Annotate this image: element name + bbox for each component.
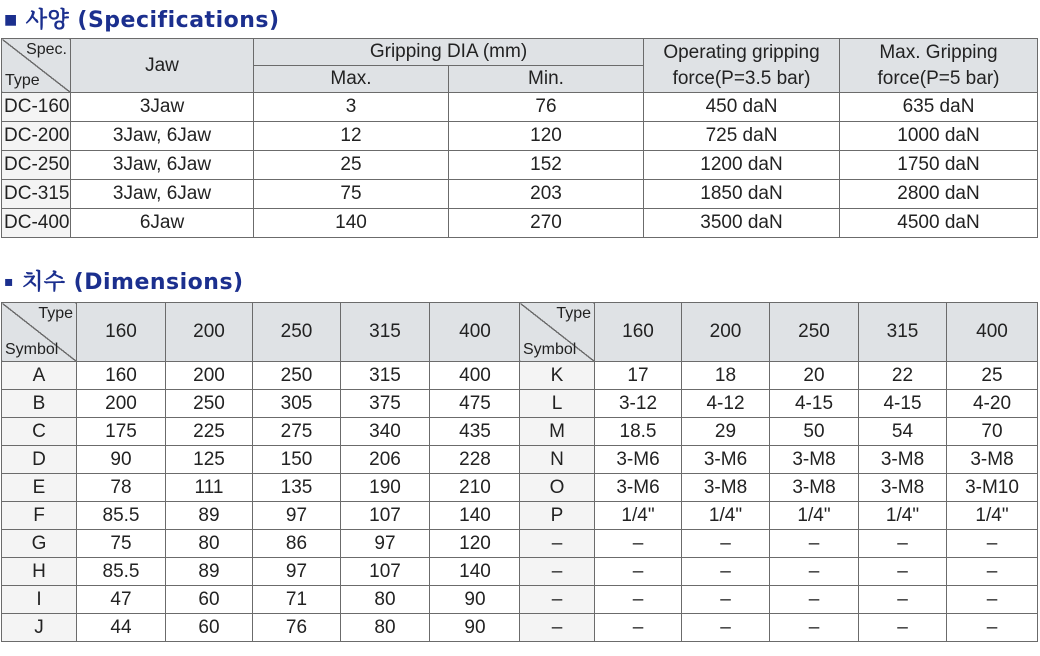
dim-value-cell: 1/4" bbox=[770, 502, 859, 530]
spec-table-row bbox=[2, 122, 1038, 151]
dim-value-cell: 17 bbox=[595, 362, 682, 390]
dim-right-table-row bbox=[520, 474, 1038, 502]
dim-symbol-cell: K bbox=[520, 362, 595, 390]
gripping-dia-header: Gripping DIA (mm) bbox=[254, 39, 644, 66]
specifications-table bbox=[1, 38, 1038, 238]
type-corner-label: Type bbox=[5, 72, 40, 89]
dim-value-cell: 250 bbox=[253, 362, 341, 390]
dim-value-cell: – bbox=[947, 558, 1038, 586]
dim-left-column-header: 400 bbox=[430, 303, 521, 362]
dim-value-cell: 54 bbox=[859, 418, 947, 446]
dim-value-cell: 120 bbox=[430, 530, 521, 558]
dim-value-cell: 97 bbox=[253, 558, 341, 586]
dim-value-cell: 1/4" bbox=[682, 502, 770, 530]
dim-value-cell: – bbox=[770, 530, 859, 558]
dim-value-cell: 3-M8 bbox=[682, 474, 770, 502]
dimensions-title-text: 치수 (Dimensions) bbox=[22, 270, 244, 295]
dim-left-column-header: 315 bbox=[341, 303, 430, 362]
spec-type-cell: DC-250 bbox=[2, 151, 71, 180]
dim-value-cell: 315 bbox=[341, 362, 430, 390]
spec-max-force-cell: 2800 daN bbox=[840, 180, 1038, 209]
dim-left-table-row bbox=[2, 418, 521, 446]
dim-left-table-row bbox=[2, 530, 521, 558]
dim-value-cell: 89 bbox=[166, 502, 253, 530]
dim-value-cell: 400 bbox=[430, 362, 521, 390]
dim-left-table-row bbox=[2, 502, 521, 530]
dim-value-cell: 29 bbox=[682, 418, 770, 446]
dim-left-column-header: 160 bbox=[77, 303, 166, 362]
dim-value-cell: 111 bbox=[166, 474, 253, 502]
spec-jaw-cell: 3Jaw, 6Jaw bbox=[71, 122, 254, 151]
dim-value-cell: 3-M8 bbox=[770, 446, 859, 474]
dim-value-cell: – bbox=[859, 614, 947, 642]
dim-right-table-row bbox=[520, 418, 1038, 446]
dim-symbol-cell: F bbox=[2, 502, 77, 530]
dim-value-cell: 160 bbox=[77, 362, 166, 390]
dim-value-cell: – bbox=[947, 614, 1038, 642]
spec-max-cell: 25 bbox=[254, 151, 449, 180]
dim-value-cell: 50 bbox=[770, 418, 859, 446]
dim-right-column-header: 160 bbox=[595, 303, 682, 362]
spec-type-cell: DC-400 bbox=[2, 209, 71, 238]
dim-symbol-cell: G bbox=[2, 530, 77, 558]
specifications-body bbox=[2, 93, 1038, 238]
dim-value-cell: 3-M10 bbox=[947, 474, 1038, 502]
dim-value-cell: 250 bbox=[166, 390, 253, 418]
dim-value-cell: – bbox=[770, 614, 859, 642]
dim-value-cell: 1/4" bbox=[859, 502, 947, 530]
dim-symbol-cell: M bbox=[520, 418, 595, 446]
type-symbol-corner bbox=[2, 303, 77, 362]
dim-value-cell: 135 bbox=[253, 474, 341, 502]
dim-left-table-row bbox=[2, 446, 521, 474]
dim-right-table-row bbox=[520, 502, 1038, 530]
spec-min-cell: 76 bbox=[449, 93, 644, 122]
dim-symbol-cell: P bbox=[520, 502, 595, 530]
spec-jaw-cell: 3Jaw, 6Jaw bbox=[71, 151, 254, 180]
dim-value-cell: 22 bbox=[859, 362, 947, 390]
dim-value-cell: 3-12 bbox=[595, 390, 682, 418]
dim-value-cell: 140 bbox=[430, 558, 521, 586]
dim-symbol-cell: A bbox=[2, 362, 77, 390]
dim-symbol-cell: L bbox=[520, 390, 595, 418]
spec-min-cell: 120 bbox=[449, 122, 644, 151]
spec-jaw-cell: 6Jaw bbox=[71, 209, 254, 238]
dim-symbol-cell: – bbox=[520, 614, 595, 642]
dim-value-cell: 71 bbox=[253, 586, 341, 614]
spec-type-corner bbox=[2, 39, 71, 93]
dim-left-column-header: 200 bbox=[166, 303, 253, 362]
dim-symbol-cell: I bbox=[2, 586, 77, 614]
dimensions-title bbox=[4, 265, 244, 296]
spec-max-force-cell: 1000 daN bbox=[840, 122, 1038, 151]
dim-value-cell: 89 bbox=[166, 558, 253, 586]
dim-value-cell: – bbox=[682, 614, 770, 642]
dim-left-table-row bbox=[2, 558, 521, 586]
dim-value-cell: – bbox=[859, 530, 947, 558]
dim-value-cell: 190 bbox=[341, 474, 430, 502]
dim-right-table-row bbox=[520, 390, 1038, 418]
dim-value-cell: 4-12 bbox=[682, 390, 770, 418]
spec-max-cell: 3 bbox=[254, 93, 449, 122]
dim-value-cell: 200 bbox=[77, 390, 166, 418]
dim-value-cell: 200 bbox=[166, 362, 253, 390]
dim-value-cell: 60 bbox=[166, 586, 253, 614]
dim-value-cell: 90 bbox=[430, 586, 521, 614]
dim-symbol-cell: B bbox=[2, 390, 77, 418]
dim-left-table-row bbox=[2, 586, 521, 614]
dim-right-table-row bbox=[520, 558, 1038, 586]
dim-right-table-row bbox=[520, 586, 1038, 614]
type-corner-label: Type bbox=[556, 305, 591, 322]
dim-symbol-cell: D bbox=[2, 446, 77, 474]
dim-value-cell: 3-M6 bbox=[595, 446, 682, 474]
dim-symbol-cell: O bbox=[520, 474, 595, 502]
min-dia-header: Min. bbox=[449, 66, 644, 93]
dim-value-cell: 3-M8 bbox=[859, 474, 947, 502]
symbol-corner-label: Symbol bbox=[523, 341, 577, 358]
dim-value-cell: 86 bbox=[253, 530, 341, 558]
dim-value-cell: 78 bbox=[77, 474, 166, 502]
jaw-header: Jaw bbox=[71, 39, 254, 93]
dim-value-cell: 107 bbox=[341, 502, 430, 530]
dim-value-cell: 20 bbox=[770, 362, 859, 390]
dim-value-cell: 85.5 bbox=[77, 558, 166, 586]
spec-table-row bbox=[2, 93, 1038, 122]
dim-left-column-header: 250 bbox=[253, 303, 341, 362]
spec-min-cell: 203 bbox=[449, 180, 644, 209]
dim-value-cell: 47 bbox=[77, 586, 166, 614]
spec-jaw-cell: 3Jaw, 6Jaw bbox=[71, 180, 254, 209]
dim-value-cell: – bbox=[770, 558, 859, 586]
spec-min-cell: 270 bbox=[449, 209, 644, 238]
dim-right-table-row bbox=[520, 614, 1038, 642]
dim-value-cell: 60 bbox=[166, 614, 253, 642]
dim-value-cell: 70 bbox=[947, 418, 1038, 446]
spec-min-cell: 152 bbox=[449, 151, 644, 180]
dim-value-cell: 97 bbox=[253, 502, 341, 530]
dim-value-cell: 97 bbox=[341, 530, 430, 558]
dim-value-cell: 210 bbox=[430, 474, 521, 502]
dim-value-cell: 435 bbox=[430, 418, 521, 446]
operating-force-header-line1: Operating gripping bbox=[663, 41, 820, 63]
dim-value-cell: 140 bbox=[430, 502, 521, 530]
dimensions-right-header-row bbox=[520, 303, 1038, 362]
dim-value-cell: 3-M8 bbox=[947, 446, 1038, 474]
spec-corner-label: Spec. bbox=[26, 41, 67, 58]
dim-value-cell: – bbox=[682, 558, 770, 586]
dim-value-cell: – bbox=[859, 558, 947, 586]
spec-type-cell: DC-160 bbox=[2, 93, 71, 122]
dim-value-cell: 305 bbox=[253, 390, 341, 418]
dim-value-cell: 125 bbox=[166, 446, 253, 474]
spec-operating-force-cell: 3500 daN bbox=[644, 209, 840, 238]
operating-force-header-line2: force(P=3.5 bar) bbox=[672, 67, 811, 89]
dim-value-cell: 3-M6 bbox=[595, 474, 682, 502]
spec-max-force-cell: 1750 daN bbox=[840, 151, 1038, 180]
dim-value-cell: – bbox=[859, 586, 947, 614]
dim-value-cell: 228 bbox=[430, 446, 521, 474]
dim-value-cell: 4-20 bbox=[947, 390, 1038, 418]
type-symbol-corner bbox=[520, 303, 595, 362]
dim-value-cell: 340 bbox=[341, 418, 430, 446]
dim-value-cell: 150 bbox=[253, 446, 341, 474]
dim-right-table-row bbox=[520, 362, 1038, 390]
spec-max-cell: 12 bbox=[254, 122, 449, 151]
dim-value-cell: 3-M6 bbox=[682, 446, 770, 474]
spec-max-cell: 140 bbox=[254, 209, 449, 238]
dim-value-cell: – bbox=[682, 530, 770, 558]
dim-value-cell: 275 bbox=[253, 418, 341, 446]
spec-max-force-cell: 4500 daN bbox=[840, 209, 1038, 238]
spec-operating-force-cell: 450 daN bbox=[644, 93, 840, 122]
dimensions-table-right bbox=[519, 302, 1038, 642]
dim-left-table-row bbox=[2, 362, 521, 390]
dim-value-cell: – bbox=[595, 586, 682, 614]
dim-value-cell: – bbox=[682, 586, 770, 614]
dim-value-cell: 1/4" bbox=[595, 502, 682, 530]
dim-value-cell: 90 bbox=[77, 446, 166, 474]
dim-value-cell: – bbox=[947, 530, 1038, 558]
dim-value-cell: 80 bbox=[341, 614, 430, 642]
spec-operating-force-cell: 725 daN bbox=[644, 122, 840, 151]
specifications-title-text: 사양 (Specifications) bbox=[25, 8, 280, 33]
dim-value-cell: – bbox=[595, 614, 682, 642]
max-force-header-line2: force(P=5 bar) bbox=[877, 67, 1000, 89]
dim-value-cell: 44 bbox=[77, 614, 166, 642]
dim-value-cell: 90 bbox=[430, 614, 521, 642]
dim-value-cell: 225 bbox=[166, 418, 253, 446]
dim-value-cell: 18 bbox=[682, 362, 770, 390]
dim-value-cell: 76 bbox=[253, 614, 341, 642]
dim-value-cell: 475 bbox=[430, 390, 521, 418]
dim-right-column-header: 250 bbox=[770, 303, 859, 362]
spec-table-row bbox=[2, 180, 1038, 209]
dim-symbol-cell: C bbox=[2, 418, 77, 446]
dim-symbol-cell: N bbox=[520, 446, 595, 474]
dimensions-left-body bbox=[2, 362, 521, 642]
dim-left-table-row bbox=[2, 614, 521, 642]
dim-value-cell: 85.5 bbox=[77, 502, 166, 530]
spec-operating-force-cell: 1850 daN bbox=[644, 180, 840, 209]
dim-value-cell: 107 bbox=[341, 558, 430, 586]
dimensions-table-left bbox=[1, 302, 521, 642]
max-force-header-line1: Max. Gripping bbox=[879, 41, 998, 63]
dim-symbol-cell: E bbox=[2, 474, 77, 502]
dim-symbol-cell: J bbox=[2, 614, 77, 642]
dim-symbol-cell: H bbox=[2, 558, 77, 586]
max-dia-header: Max. bbox=[254, 66, 449, 93]
section-square-icon: ■ bbox=[4, 12, 18, 28]
dim-value-cell: 1/4" bbox=[947, 502, 1038, 530]
dim-value-cell: – bbox=[770, 586, 859, 614]
dim-value-cell: 18.5 bbox=[595, 418, 682, 446]
dim-value-cell: 80 bbox=[166, 530, 253, 558]
dim-symbol-cell: – bbox=[520, 558, 595, 586]
dim-right-table-row bbox=[520, 530, 1038, 558]
dim-value-cell: 4-15 bbox=[770, 390, 859, 418]
dim-value-cell: 375 bbox=[341, 390, 430, 418]
dim-value-cell: – bbox=[595, 530, 682, 558]
max-force-header bbox=[840, 39, 1038, 93]
spec-table-row bbox=[2, 151, 1038, 180]
symbol-corner-label: Symbol bbox=[5, 341, 59, 358]
spec-type-cell: DC-200 bbox=[2, 122, 71, 151]
dim-right-column-header: 400 bbox=[947, 303, 1038, 362]
dim-value-cell: 75 bbox=[77, 530, 166, 558]
spec-table-row bbox=[2, 209, 1038, 238]
dim-value-cell: – bbox=[595, 558, 682, 586]
dim-value-cell: 3-M8 bbox=[770, 474, 859, 502]
spec-operating-force-cell: 1200 daN bbox=[644, 151, 840, 180]
dim-value-cell: 80 bbox=[341, 586, 430, 614]
dim-symbol-cell: – bbox=[520, 530, 595, 558]
section-square-icon: ▪ bbox=[4, 274, 14, 290]
dim-value-cell: – bbox=[947, 586, 1038, 614]
spec-jaw-cell: 3Jaw bbox=[71, 93, 254, 122]
dim-value-cell: 175 bbox=[77, 418, 166, 446]
operating-force-header bbox=[644, 39, 840, 93]
spec-type-cell: DC-315 bbox=[2, 180, 71, 209]
dim-left-table-row bbox=[2, 474, 521, 502]
dim-value-cell: 4-15 bbox=[859, 390, 947, 418]
specifications-title bbox=[4, 3, 280, 34]
dim-value-cell: 3-M8 bbox=[859, 446, 947, 474]
dim-left-table-row bbox=[2, 390, 521, 418]
type-corner-label: Type bbox=[38, 305, 73, 322]
dim-value-cell: 206 bbox=[341, 446, 430, 474]
dim-right-table-row bbox=[520, 446, 1038, 474]
dim-value-cell: 25 bbox=[947, 362, 1038, 390]
dim-right-column-header: 200 bbox=[682, 303, 770, 362]
spec-max-cell: 75 bbox=[254, 180, 449, 209]
dim-symbol-cell: – bbox=[520, 586, 595, 614]
dimensions-right-body bbox=[520, 362, 1038, 642]
spec-max-force-cell: 635 daN bbox=[840, 93, 1038, 122]
dim-right-column-header: 315 bbox=[859, 303, 947, 362]
dimensions-left-header-row bbox=[2, 303, 521, 362]
